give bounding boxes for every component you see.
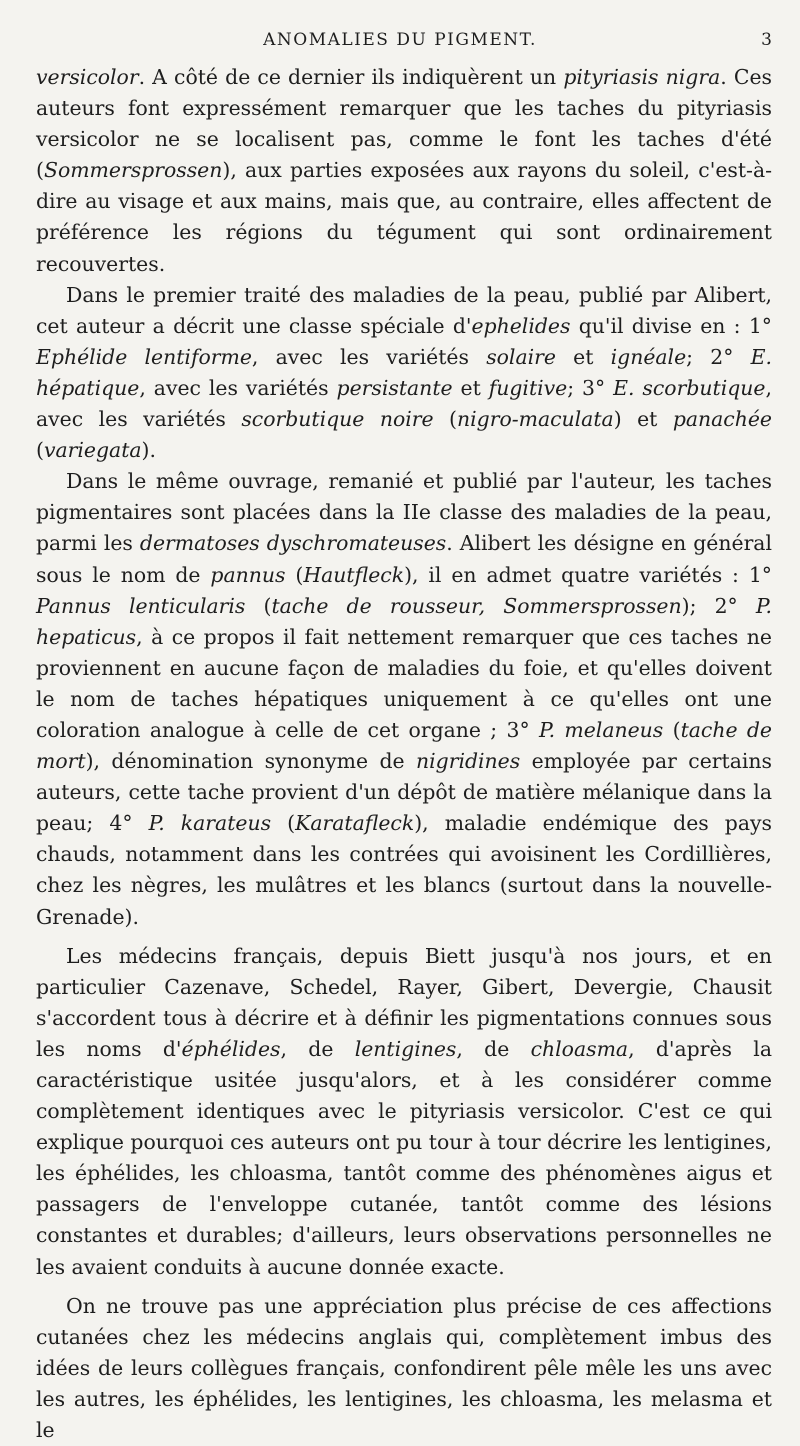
text-run: et (555, 344, 611, 369)
text-run: ( (245, 593, 272, 618)
text-run: ), il en admet quatre variétés : 1° (404, 562, 772, 587)
text-run: , avec les variétés (251, 344, 487, 369)
italic-run: éphélides (181, 1036, 281, 1061)
text-run: ; 3° (567, 375, 614, 400)
italic-run: tache de rousseur, Sommersprossen (271, 593, 682, 618)
text-run: . Ces auteurs font expressément remarquer que les taches du pityriasis versicolor ne se localisent pas, comme le font les taches d'été ( (36, 65, 772, 183)
text-run: ( (271, 811, 296, 836)
text-run: employée par certains auteurs, cette tache provient d'un dépôt de matière mélanique dans la peau; 4° (36, 749, 773, 836)
italic-run: Hautfleck (303, 562, 405, 587)
italic-run: tache de mort (36, 717, 772, 774)
text-run: ( (663, 717, 681, 742)
text-run: , de (280, 1036, 355, 1061)
italic-run: P. karateus (148, 811, 272, 836)
italic-run: pityriasis nigra (563, 65, 721, 89)
text-run: , d'après la caractéristique usitée jusqu'alors, et à les considérer comme complètement identiques avec le pityriasis versicolor. C'est ce qui explique pourquoi ces auteurs ont pu tour à tour décrire les lentigines, les éphélides, les chloasma, tantôt comme des phénomènes aigus et passagers de l'enveloppe cutanée, tantôt comme des lésions constantes et durables; d'ailleurs, leurs observations personnelles ne les avaient conduits à aucune donnée exacte. (36, 1036, 772, 1279)
italic-run: E. scorbutique (613, 375, 766, 400)
text-run: et (452, 375, 489, 400)
text-run: ); 2° (681, 593, 756, 618)
text-run: , à ce propos il fait nettement remarquer que ces taches ne proviennent en aucune façon de maladies du foie, et qu'elles doivent le nom de taches hépatiques uniquement à ce qu'elles ont une coloration analogue à celle de cet organe ; 3° (36, 624, 772, 742)
text-run: ; 2° (686, 344, 751, 369)
text-run: qu'il divise en : 1° (570, 313, 772, 338)
text-run: ) et (613, 407, 673, 432)
italic-run: scorbutique noire (241, 407, 434, 432)
text-run: , de (456, 1036, 531, 1061)
italic-run: Sommersprossen (43, 158, 223, 183)
italic-run: versicolor (36, 65, 139, 89)
italic-run: nigridines (416, 749, 521, 774)
italic-run: nigro-maculata (456, 407, 614, 432)
text-run: Dans le même ouvrage, remanié et publié par l'auteur, les taches pigmentaires sont placées dans la IIe classe des maladies de la peau, parmi les (36, 469, 772, 556)
text-run: ), maladie endémique des pays chauds, notamment dans les contrées qui avoisinent les Cordillières, chez les nègres, les mulâtres et les blancs (surtout dans la nouvelle-Grenade). (36, 811, 772, 929)
running-title: ANOMALIES DU PIGMENT. (263, 30, 537, 50)
text-run: , avec les variétés (36, 375, 772, 432)
text-run: , avec les variétés (139, 375, 337, 400)
text-run: Les médecins français, depuis Biett jusqu'à nos jours, et en particulier Cazenave, Schedel, Rayer, Gibert, Devergie, Chausit s'accordent tous à décrire et à définir les pigmentations connues sous les noms d' (36, 943, 772, 1061)
text-run: ( (433, 407, 457, 432)
paragraph (36, 1291, 772, 1446)
text-run: ). (141, 438, 156, 463)
text-run: ( (36, 438, 44, 463)
page-header (0, 30, 800, 60)
italic-run: chloasma (530, 1036, 629, 1061)
paragraph (36, 466, 772, 932)
italic-run: Karatafleck (295, 811, 415, 836)
italic-run: P. melaneus (539, 717, 664, 742)
paragraph (36, 280, 772, 467)
text-run: Dans le premier traité des maladies de la peau, publié par Alibert, cet auteur a décrit une classe spéciale d' (36, 282, 772, 338)
text-run: . Alibert les désigne en général sous le nom de (36, 531, 772, 587)
italic-run: fugitive (488, 375, 568, 400)
paragraph (36, 62, 772, 280)
italic-run: Pannus lenticularis (36, 593, 246, 618)
italic-run: solaire (486, 344, 556, 369)
italic-run: persistante (336, 375, 453, 400)
italic-run: ephelides (471, 313, 571, 338)
italic-run: ignéale (610, 344, 687, 369)
text-run: On ne trouve pas une appréciation plus précise de ces affections cutanées chez les médecins anglais qui, complètement imbus des idées de leurs collègues français, confondirent pêle mêle les uns avec les autres, les éphélides, les lentigines, les chloasma, les melasma et le (36, 1293, 772, 1443)
body-text (36, 62, 772, 1446)
italic-run: variegata (43, 438, 142, 463)
page-number: 3 (761, 30, 772, 50)
text-run: ( (285, 562, 304, 587)
italic-run: pannus (210, 562, 286, 587)
italic-run: E. hépatique (36, 344, 772, 400)
text-run: ), aux parties exposées aux rayons du soleil, c'est-à-dire au visage et aux mains, mais que, au contraire, elles affectent de préférence les régions du tégument qui sont ordinairement recouvertes. (36, 158, 772, 276)
italic-run: lentigines (354, 1036, 457, 1061)
italic-run: Ephélide lentiforme (36, 344, 252, 369)
text-run: . A côté de ce dernier ils indiquèrent un (138, 65, 564, 89)
text-run: ), dénomination synonyme de (85, 749, 416, 774)
italic-run: dermatoses dyschromateuses (139, 531, 447, 556)
italic-run: P. hepaticus (36, 593, 772, 649)
italic-run: panachée (672, 407, 772, 432)
paragraph (36, 941, 772, 1283)
